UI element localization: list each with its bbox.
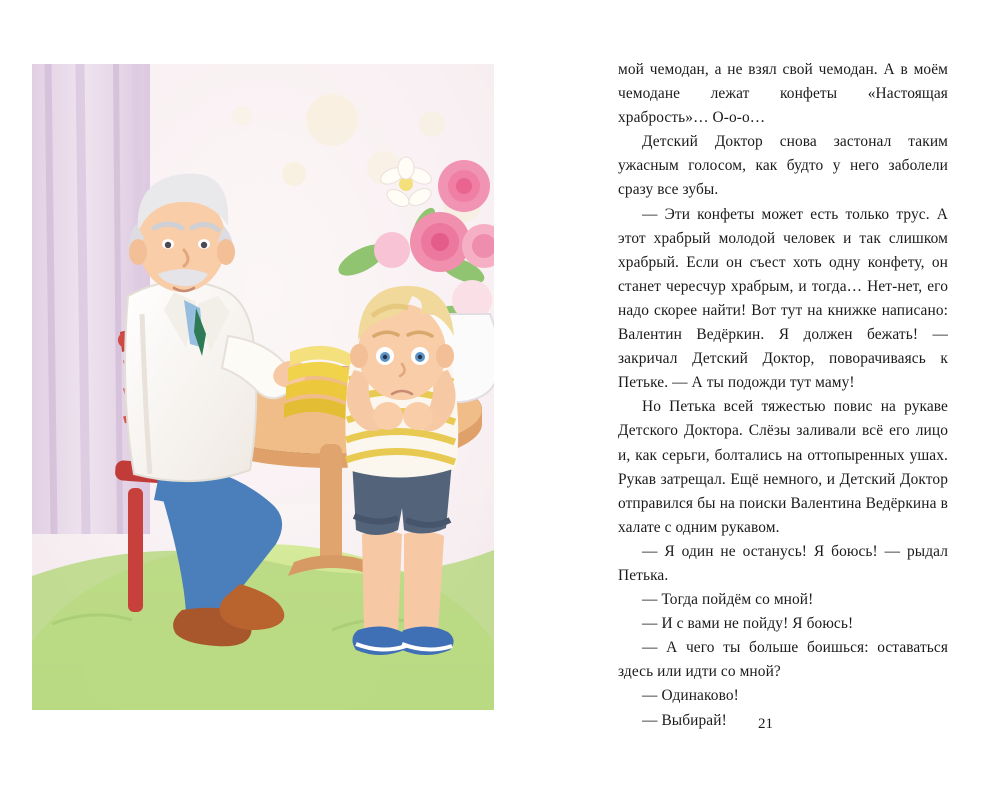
paragraph-6: — Тогда пойдём со мной! [642, 591, 814, 609]
paragraph-5: — Я один не останусь! Я боюсь! — рыдал Петька. [618, 542, 948, 584]
doctor-and-boy-illustration [32, 64, 494, 710]
right-page [530, 0, 1001, 795]
paragraph-7: — И с вами не пойду! Я боюсь! [642, 615, 854, 633]
illustration-svg [32, 64, 494, 710]
paragraph-4: Но Петька всей тяжестью повис на рукаве Детского Доктора. Слёзы заливали всё его лицо и, как серьги, болтались на оттопыренных ушах. Рукав затрещал. Ещё немного, и Детский Доктор отправился бы на поиски Валентина Ведёркина в халате с одним рукавом. [618, 398, 948, 536]
page-number-value: 21 [758, 716, 773, 732]
body-text [618, 58, 948, 733]
paragraph-10: — Выбирай! [642, 711, 727, 729]
paragraph-9: — Одинаково! [642, 687, 739, 705]
paragraph-8: — А чего ты больше боишься: оставаться здесь или идти со мной? [618, 639, 948, 681]
paragraph-2: Детский Доктор снова застонал таким ужасным голосом, как будто у него заболели сразу все зубы. [618, 133, 948, 199]
paragraph-1: мой чемодан, а не взял свой чемодан. А в моём чемодане лежат конфеты «Настоящая храбрость»… О-о-о… [618, 61, 948, 127]
paragraph-3: — Эти конфеты может есть только трус. А этот храбрый молодой человек и так слишком храбрый. Если он съест хоть одну конфету, он станет чересчур храбрым, и тогда… Нет-нет, его надо скорее найти! Вот тут на книжке написано: Валентин Ведёркин. Я должен бежать! — закричал Детский Доктор, поворачиваясь к Петьке. — А ты подожди тут маму! [618, 205, 948, 392]
page-number [530, 716, 1001, 733]
